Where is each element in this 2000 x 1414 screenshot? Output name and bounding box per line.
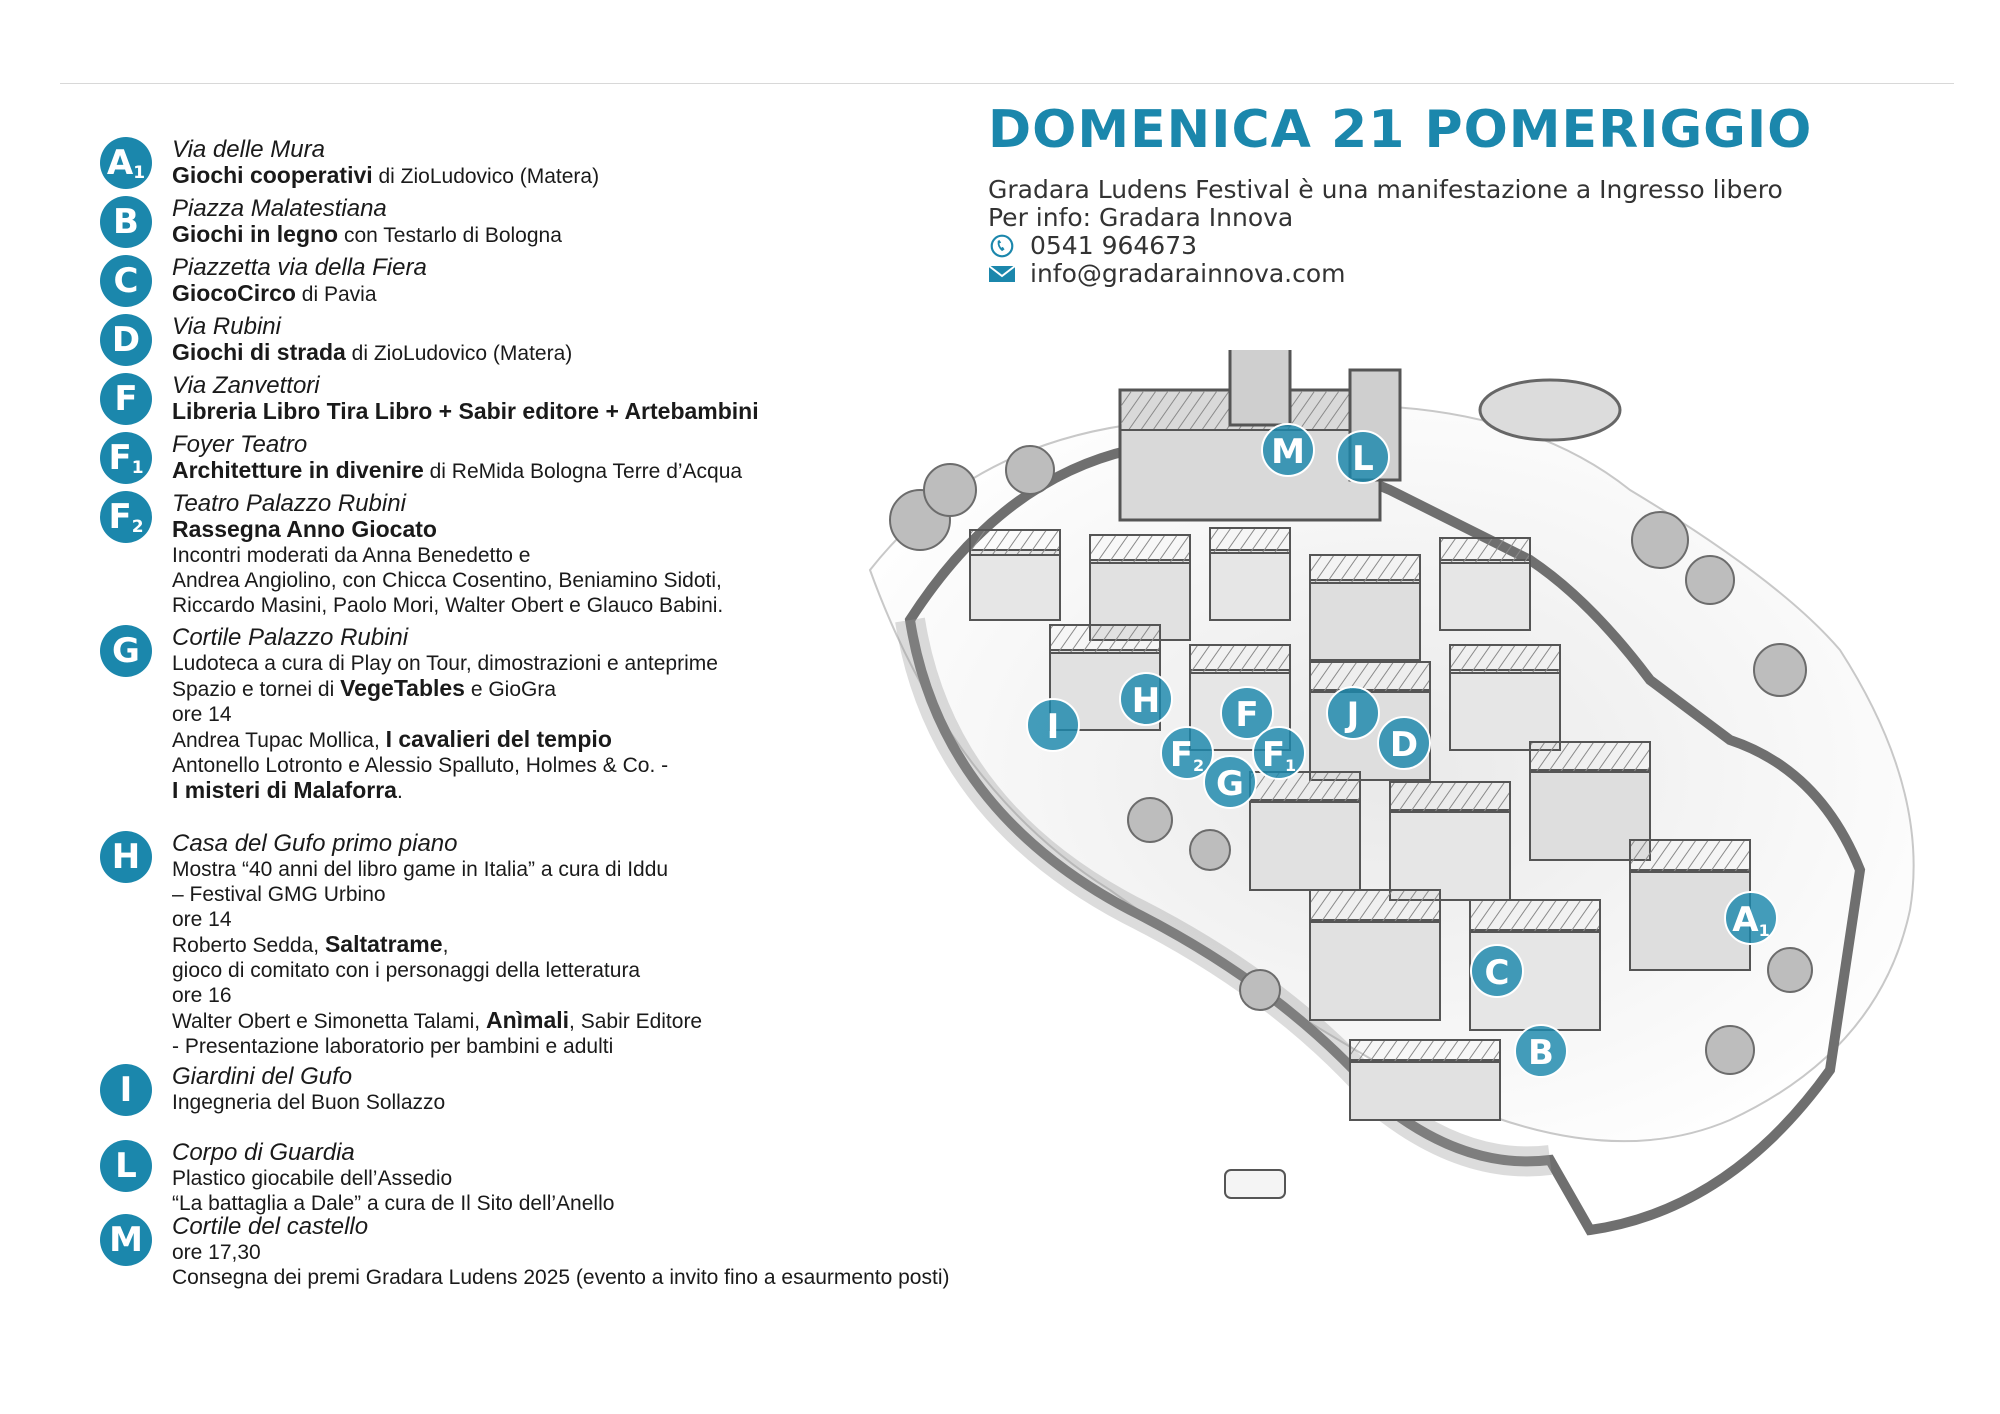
info-block: Gradara Ludens Festival è una manifestazione a Ingresso libero Per info: Gradara Innova 0541 964673 info@gradarainnova.com [988, 175, 1783, 288]
badge-m: M [100, 1214, 152, 1266]
badge-i: I [100, 1064, 152, 1116]
map-pin-i: I [1026, 698, 1080, 752]
page-title: DOMENICA 21 POMERIGGIO [988, 100, 1813, 160]
badge-g: G [100, 625, 152, 677]
entry-place: Via delle Mura [172, 136, 325, 163]
castle-map [830, 350, 1960, 1310]
badge-h: H [100, 831, 152, 883]
map-pin-c: C [1470, 944, 1524, 998]
map-pin-f1: $F_1$ [1252, 726, 1306, 780]
castle-illustration [830, 350, 1960, 1310]
map-pin-l: L [1336, 430, 1390, 484]
badge-a1: $A_1$ [100, 137, 152, 189]
badge-f: F [100, 373, 152, 425]
badge-l: L [100, 1140, 152, 1192]
badge-d: D [100, 314, 152, 366]
map-pin-g: G [1203, 755, 1257, 809]
phone-icon [988, 234, 1016, 258]
map-pin-j: J [1326, 686, 1380, 740]
badge-b: B [100, 196, 152, 248]
map-pin-f2: $F_2$ [1160, 726, 1214, 780]
program-list: $A_1$ Via delle Mura Giochi cooperativi di ZioLudovico (Matera) B Piazza Malatestiana Giochi in legno con Testarlo di Bologna C Piazzetta via della Fiera GiocoCirco di Pavia D Via Rubini Giochi di strada di ZioLudovico (Matera) F Via Zanvettori Libreria Libro Tira Libro + Sabir editore + Artebambini $F_1$ Foyer Teatro Architetture in divenire di ReMida Bologna Terre d’Acqua $F_2$ Teatro Palazzo Rubini Rassegna Anno Giocato Incontri moderati da Anna Benedetto e Andrea Angiolino, con Chicca Cosentino, Beniamino Sidoti, Riccardo Masini, Paolo Mori, Walter Obert e Glauco Babini. G Cortile Palazzo Rubini Ludoteca a cura di Play on Tour, dimostrazioni e anteprime Spazio e tornei di VegeTables e GioGra ore 14 Andrea Tupac Mollica, I cavalieri del tempio Antonello Lotronto e Alessio Spalluto, Holmes & Co. - I misteri di Malaforra. H Casa del Gufo primo piano Mostra “40 anni del libro game in Italia” a cura di Iddu – Festival GMG Urbino ore 14 Roberto Sedda, Saltatrame, gioco di comitato con i personaggi della letteratura ore 16 Walter Obert e Simonetta Talami, Anìmali, Sabir Editore - Presentazione laboratorio per bambini e adulti I Giardini del Gufo Ingegneria del Buon Sollazzo L Corpo di Guardia Plastico giocabile dell’Assedio “La battaglia a Dale” a cura de Il Sito dell’Anello M Cortile del castello ore 17,30 Consegna dei premi Gradara Ludens 2025 (evento a invito fino a esaurmento posti) [0, 0, 990, 1300]
map-pin-f: F [1220, 686, 1274, 740]
envelope-icon [988, 262, 1016, 286]
badge-f1: $F_1$ [100, 432, 152, 484]
entry-title: Giochi cooperativi [172, 162, 373, 188]
map-pin-h: H [1119, 672, 1173, 726]
badge-f2: $F_2$ [100, 491, 152, 543]
badge-c: C [100, 255, 152, 307]
email-row: info@gradarainnova.com [988, 260, 1783, 288]
map-pin-d: D [1377, 716, 1431, 770]
map-pin-a1: $A_1$ [1724, 891, 1778, 945]
phone-row: 0541 964673 [988, 232, 1783, 260]
map-pin-b: B [1514, 1024, 1568, 1078]
map-pin-m: M [1261, 423, 1315, 477]
